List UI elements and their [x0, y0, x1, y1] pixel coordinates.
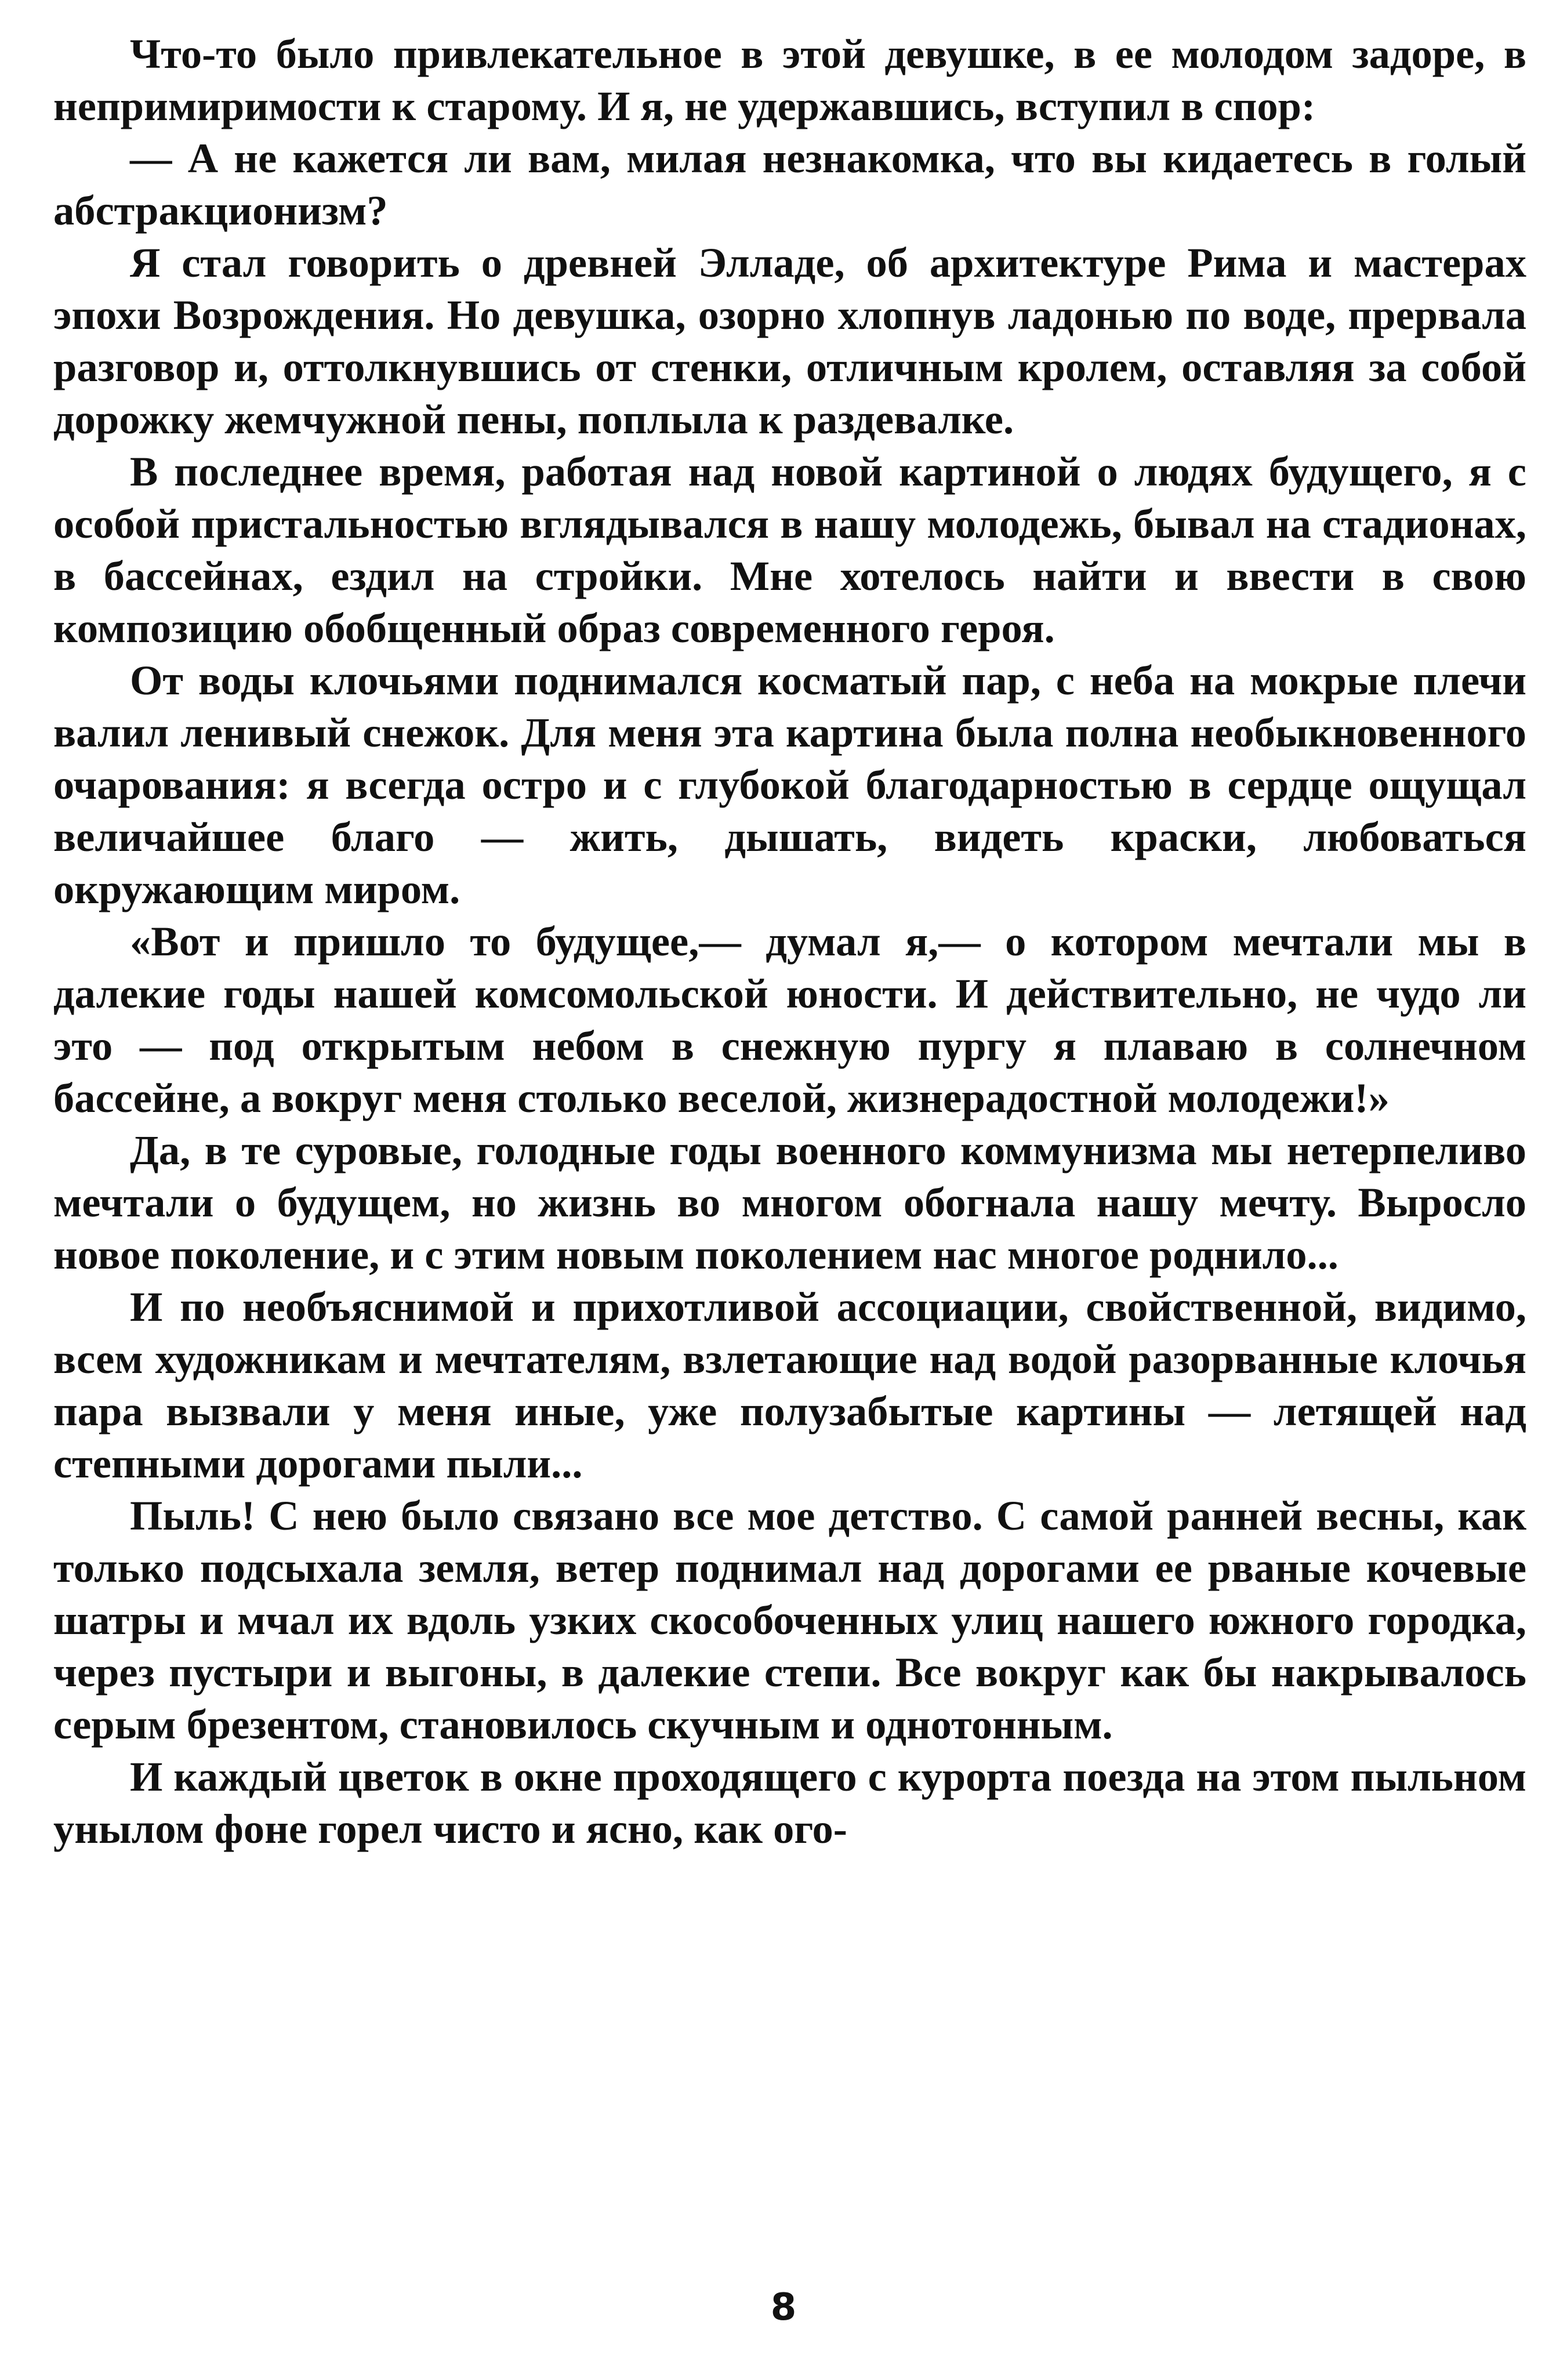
page-number: 8 — [770, 2286, 797, 2329]
paragraph: В последнее время, работая над новой картиной о людях будущего, я с особой пристальностью вглядывался в нашу молодежь, бывал на стадионах, в бассейнах, ездил на стройки. Мне хотелось найти и ввести в свою композицию обобщенный образ современного героя. — [53, 448, 1526, 651]
paragraph: От воды клочьями поднимался косматый пар, с неба на мокрые плечи валил ленивый снежок. Для меня эта картина была полна необыкновенного очарования: я всегда остро и с глубокой благодарностью в сердце ощущал величайшее благо — жить, дышать, видеть краски, любоваться окружающим миром. — [53, 657, 1526, 912]
paragraph: И по необъяснимой и прихотливой ассоциации, свойственной, видимо, всем художникам и мечтателям, взлетающие над водой разорванные клочья пара вызвали у меня иные, уже полузабытые картины — летящей над степными дорогами пыли... — [53, 1283, 1526, 1487]
paragraph: Да, в те суровые, голодные годы военного коммунизма мы нетерпеливо мечтали о будущем, но жизнь во многом обогнала нашу мечту. Выросло новое поколение, и с этим новым поколением нас многое роднило... — [53, 1126, 1526, 1278]
paragraph: И каждый цветок в окне проходящего с курорта поезда на этом пыльном унылом фоне горел чисто и ясно, как ого- — [53, 1753, 1526, 1852]
paragraph: «Вот и пришло то будущее,— думал я,— о котором мечтали мы в далекие годы нашей комсомольской юности. И действительно, не чудо ли это — под открытым небом в снежную пургу я плаваю в солнечном бассейне, а вокруг меня столько веселой, жизнерадостной молодежи!» — [53, 918, 1526, 1121]
body-text — [53, 28, 1526, 1855]
paragraph: Пыль! С нею было связано все мое детство. С самой ранней весны, как только подсыхала земля, ветер поднимал над дорогами ее рваные кочевые шатры и мчал их вдоль узких скособоченных улиц нашего южного городка, через пустыри и выгоны, в далекие степи. Все вокруг как бы накрывалось серым брезентом, становилось скучным и однотонным. — [53, 1492, 1526, 1748]
paragraph: Я стал говорить о древней Элладе, об архитектуре Рима и мастерах эпохи Возрождения. Но девушка, озорно хлопнув ладонью по воде, прервала разговор и, оттолкнувшись от стенки, отличным кролем, оставляя за собой дорожку жемчужной пены, поплыла к раздевалке. — [53, 239, 1526, 443]
paragraph: Что-то было привлекательное в этой девушке, в ее молодом задоре, в непримиримости к старому. И я, не удержавшись, вступил в спор: — [53, 30, 1526, 129]
paragraph: — А не кажется ли вам, милая незнакомка, что вы кидаетесь в голый абстракционизм? — [53, 135, 1526, 234]
